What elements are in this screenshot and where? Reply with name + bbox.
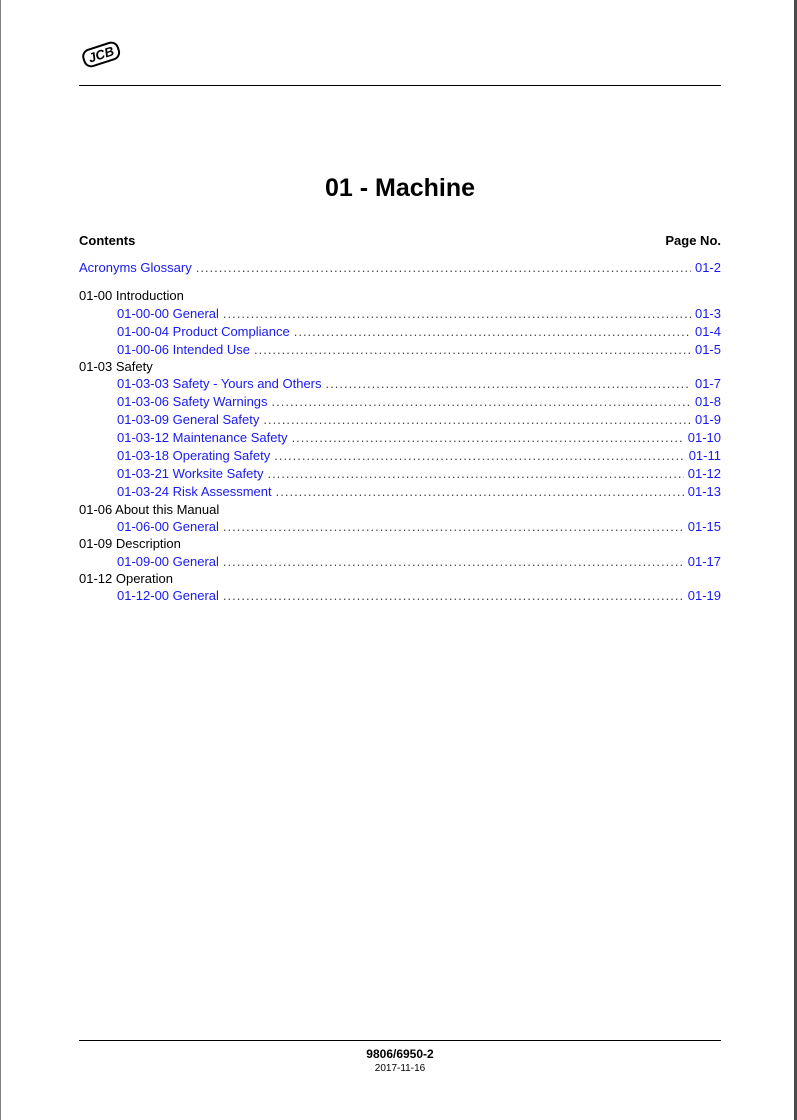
leader-dots [274, 448, 684, 463]
leader-dots [263, 412, 691, 427]
toc-link-label: 01-03-24 Risk Assessment [117, 484, 272, 499]
toc-link[interactable] [117, 412, 721, 429]
toc-page-number: 01-4 [694, 324, 721, 339]
leader-dots [326, 376, 691, 391]
contents-header [79, 233, 721, 249]
toc-page-number: 01-15 [687, 519, 721, 534]
toc-link-label: 01-00-04 Product Compliance [117, 324, 290, 339]
leader-dots [223, 554, 684, 569]
toc-link[interactable] [117, 430, 721, 447]
toc-link[interactable] [117, 519, 721, 536]
header-divider [79, 85, 721, 86]
toc-page-number: 01-8 [694, 394, 721, 409]
toc-link[interactable] [117, 466, 721, 483]
toc-link[interactable] [117, 376, 721, 393]
toc-link-label: Acronyms Glossary [79, 260, 192, 275]
jcb-logo-icon [79, 37, 123, 71]
toc-page-number: 01-9 [694, 412, 721, 427]
document-date: 2017-11-16 [374, 1063, 426, 1074]
toc-link[interactable] [117, 306, 721, 323]
leader-dots [272, 394, 691, 409]
toc-page-number: 01-19 [687, 588, 721, 603]
toc-link[interactable] [117, 588, 721, 605]
leader-dots [223, 588, 684, 603]
toc-link-acronyms-glossary[interactable] [79, 260, 721, 277]
toc-link[interactable] [117, 484, 721, 501]
toc-section-heading: 01-09 Description [79, 536, 181, 551]
leader-dots [223, 519, 684, 534]
contents-label: Contents [79, 233, 136, 248]
leader-dots [276, 484, 684, 499]
toc-link-label: 01-06-00 General [117, 519, 219, 534]
leader-dots [267, 466, 683, 481]
toc-page-number: 01-10 [687, 430, 721, 445]
toc-link-label: 01-03-09 General Safety [117, 412, 260, 427]
toc-link[interactable] [117, 394, 721, 411]
toc-page-number: 01-13 [687, 484, 721, 499]
toc-link[interactable] [117, 448, 721, 465]
toc-link-label: 01-03-06 Safety Warnings [117, 394, 268, 409]
page-number-label: Page No. [665, 233, 721, 248]
toc-page-number: 01-5 [694, 342, 721, 357]
leader-dots [196, 260, 691, 275]
toc-link-label: 01-00-00 General [117, 306, 219, 321]
toc-link-label: 01-03-21 Worksite Safety [117, 466, 264, 481]
toc-page-number: 01-11 [688, 448, 721, 463]
toc-link-label: 01-00-06 Intended Use [117, 342, 250, 357]
toc-section-heading: 01-03 Safety [79, 359, 153, 374]
document-number: 9806/6950-2 [366, 1047, 434, 1061]
toc-page-number: 01-12 [687, 466, 721, 481]
toc-section-heading: 01-12 Operation [79, 571, 173, 586]
toc-link-label: 01-12-00 General [117, 588, 219, 603]
toc-section-heading: 01-00 Introduction [79, 288, 184, 303]
toc-link-label: 01-09-00 General [117, 554, 219, 569]
footer-divider [79, 1040, 721, 1041]
leader-dots [223, 306, 691, 321]
toc-link[interactable] [117, 324, 721, 341]
toc-link-label: 01-03-12 Maintenance Safety [117, 430, 288, 445]
svg-text:JCB: JCB [86, 43, 116, 66]
toc-link[interactable] [117, 554, 721, 571]
leader-dots [254, 342, 691, 357]
page-title: 01 - Machine [324, 174, 476, 202]
leader-dots [294, 324, 691, 339]
toc-page-number: 01-2 [694, 260, 721, 275]
toc-section-heading: 01-06 About this Manual [79, 502, 220, 517]
toc-page-number: 01-3 [694, 306, 721, 321]
toc-page-number: 01-7 [694, 376, 721, 391]
toc-link[interactable] [117, 342, 721, 359]
toc-page-number: 01-17 [687, 554, 721, 569]
toc-link-label: 01-03-18 Operating Safety [117, 448, 271, 463]
leader-dots [292, 430, 684, 445]
toc-link-label: 01-03-03 Safety - Yours and Others [117, 376, 322, 391]
